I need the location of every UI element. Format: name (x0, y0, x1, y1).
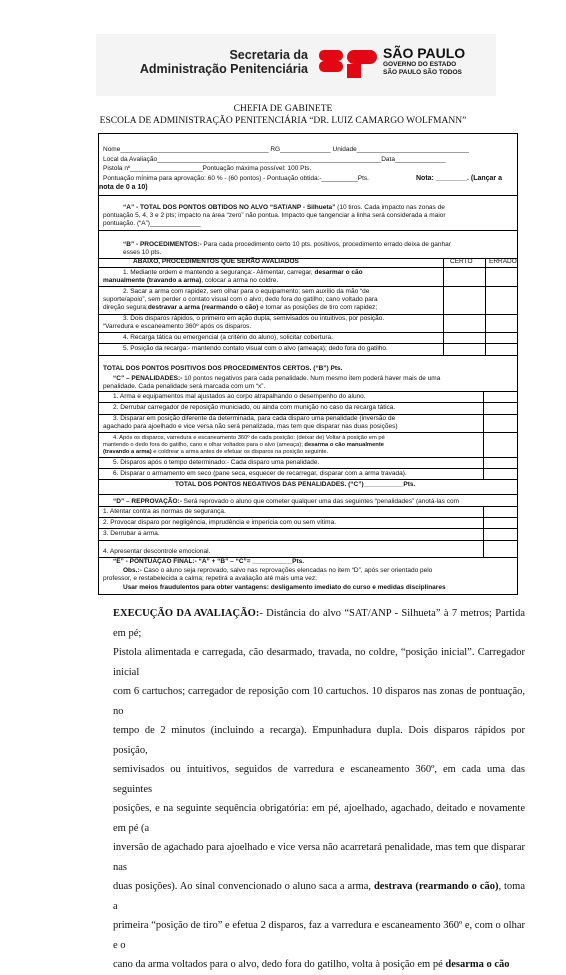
proc-3a: 3. Dois disparos rápidos, o primeiro em ação dupla, semivisados ou intuitivos, por posição. (123, 315, 385, 322)
divider (99, 402, 517, 403)
title-escola: ESCOLA DE ADMINISTRAÇÃO PENITENCIÁRIA “DR. LUIZ CAMARGO WOLFMANN” (99, 116, 467, 126)
pen-6: 6. Disparar o armamento em seco (pane seca, esquecer de recarregar, disparar com a arma travada). (113, 470, 407, 477)
title-chefia: CHEFIA DE GABINETE (233, 104, 333, 114)
divider (99, 332, 517, 333)
divider (99, 286, 517, 287)
form-row-name[interactable]: Nome_________________________________________ RG______________ Unidade_______________________________ (103, 146, 469, 153)
para-line7: inversão de agachado para ajoelhado e vice versa não acarretará penalidade, mas tem que disparar nas (113, 842, 525, 873)
para-line4: tempo de 2 minutos (incluindo a recarga). Empunhadura dupla. Dois disparos rápidos por posição, (113, 725, 525, 756)
secretaria-line2: Administração Penitenciária (139, 62, 308, 76)
section-b-header: ABAIXO, PROCEDIMENTOS QUE SERÃO AVALIADOS (133, 258, 299, 265)
section-a-line3[interactable]: pontuação. (“A”)______________ (103, 220, 201, 227)
proc-5: 5. Posição da recarga:- mantendo contato visual com o alvo (ameaça); dedo fora do gatilho. (123, 345, 388, 352)
proc-3b: “Varredura e escaneamento 360º após os disparos. (103, 323, 252, 330)
pen-5: 5. Disparos após o tempo determinado:- Cada disparo uma penalidade. (113, 459, 320, 466)
para-line9: primeira “posição de tiro” e efetua 2 disparos, faz a varredura e escaneamento 360º e, com o olhar e o (113, 920, 525, 951)
para-line10: cano da arma voltados para o alvo, dedo fora do gatilho, volta à posição em pé desarma o cão (113, 959, 510, 970)
col-certo: CERTO (450, 258, 473, 265)
obs-line1: Obs.:- Caso o aluno seja reprovado, salvo nas reprovações elencadas no item “D”, após ser orientado pelo (123, 567, 433, 574)
divider (99, 468, 517, 469)
execution-paragraph (113, 604, 525, 975)
pen-4a: 4. Após os disparos, varredura e escaneamento 360º de cada posição: (deixar de) Voltar à posição em pé (113, 435, 385, 441)
form-row-local[interactable]: Local da Avaliação______________________________________________________________Data______________ (103, 156, 446, 163)
sp-line2: GOVERNO DO ESTADO (383, 61, 457, 68)
divider (99, 506, 517, 507)
form-row-pontuacao[interactable]: Pontuação mínima para aprovação: 60 % - (60 pontos) - Pontuação obtida:-__________Pts. (103, 175, 369, 182)
pen-4c: (travando a arma) e coldrear a arma antes de efetuar os disparos na posição seguinte. (103, 449, 329, 455)
section-b-line1: “B” - PROCEDIMENTOS:- Para cada procedimento certo 10 pts. positivos, procedimento errado deixa de ganhar (123, 241, 451, 248)
secretaria-logo-text (104, 48, 308, 76)
divider (99, 540, 517, 541)
proc-2c: direção segura;destravar a arma (rearmando o cão) e tomar as posições de tiro com rapidez; (103, 304, 378, 311)
evaluation-form (98, 133, 518, 595)
proc-1a: 1. Mediante ordem e mantendo a segurança:- Alimentar, carregar, desarmar o cão (123, 269, 363, 276)
divider (99, 479, 517, 480)
total-b: TOTAL DOS PONTOS POSITIVOS DOS PROCEDIMENTOS CERTOS. (“B”) Pts. (103, 365, 343, 372)
rep-2: 2. Provocar disparo por negligência, imprudência e imperícia com ou sem vítima. (103, 519, 337, 526)
divider (99, 457, 517, 458)
section-c-line2: penalidade. Cada penalidade será marcada com um “x”. (103, 383, 266, 390)
para-line3: com 6 cartuchos; carregador de reposição com 10 cartuchos. 10 disparos nas zonas de pontuação, no (113, 686, 525, 717)
form-row-pistola[interactable]: Pistola nº____________________Pontuação máxima possível: 100 Pts. (103, 165, 312, 172)
pen-4b: mantendo o dedo fora do gatilho, cano e olhar voltados para o alvo (ameaça); desarma o cão manualmente (103, 442, 384, 448)
proc-2a: 2. Sacar a arma com rapidez, sem olhar para o equipamento; sem auxílio da mão “de (123, 288, 370, 295)
divider (99, 343, 517, 344)
pen-1: 1. Arma e equipamentos mal ajustados ao corpo atrapalhando o desempenho do aluno. (113, 393, 366, 400)
pen-2: 2. Derrubar carregador de reposição municiado, ou ainda com munição no caso da recarga tática. (113, 404, 396, 411)
para-line6: posições, e na seguinte sequência obrigatória: em pé, ajoelhado, agachado, deitado e novamente em pé (a (113, 803, 525, 834)
divider (99, 494, 517, 495)
divider (99, 195, 517, 196)
col-divider (443, 258, 444, 355)
sao-paulo-text (383, 46, 465, 77)
divider (99, 355, 517, 356)
col-divider (483, 391, 484, 479)
para-line1: EXECUÇÃO DA AVALIAÇÃO:- Distância do alvo “SAT/ANP - Silhueta” à 7 metros; Partida em pé; (113, 608, 525, 639)
divider (99, 432, 517, 433)
divider (99, 528, 517, 529)
rep-1: 1. Atentar contra as normas de segurança. (103, 508, 226, 515)
col-divider (485, 258, 486, 355)
sao-paulo-logo-icon (317, 46, 381, 84)
obs-line3: Usar meios fraudulentos para obter vantagens: desligamento imediato do curso e medidas disciplinares (123, 584, 446, 591)
sp-line1: SÃO PAULO (383, 45, 466, 61)
proc-4: 4. Recarga tática ou emergencial (a critério do aluno), solicitar cobertura. (123, 334, 333, 341)
section-a-line1: “A” - TOTAL DOS PONTOS OBTIDOS NO ALVO “SAT/ANP - Silhueta” (10 tiros. Cada impacto nas zonas de (123, 204, 445, 211)
rep-3: 3. Derrubar a arma. (103, 530, 160, 537)
divider (99, 267, 517, 268)
pen-3a: 3. Disparar em posição diferente da determinada, para cada disparo uma penalidade (inversão de (113, 415, 396, 422)
section-d-line1: “D” – REPROVAÇÃO:- Será reprovado o aluno que cometer qualquer uma das seguintes “penalidades” (anotá-las com (113, 498, 459, 505)
col-divider (483, 506, 484, 557)
secretaria-line1: Secretaria da (229, 48, 308, 62)
section-c-line1: “C” – PENALIDADES:- 10 pontos negativos para cada penalidade. Num mesmo item poderá haver mais de uma (113, 375, 441, 382)
proc-2b: suporte/apoio”, sem perder o contato visual com o alvo; dedo fora do gatilho; cano voltado para (103, 296, 378, 303)
divider (99, 230, 517, 231)
para-line8: duas posições). Ao sinal convencionado o aluno saca a arma, destrava (rearmando o cão), toma a (113, 881, 525, 912)
form-nota[interactable]: Nota: ________. (Lançar a (416, 175, 502, 182)
total-c: TOTAL DOS PONTOS NEGATIVOS DAS PENALIDADES. (“C”)___________Pts. (175, 481, 416, 488)
sp-line3: SÃO PAULO SÃO TODOS (383, 69, 462, 76)
section-b-line2: esses 10 pts. (123, 249, 162, 256)
rep-4: 4. Apresentar descontrole emocional. (103, 548, 211, 555)
para-line5: semivisados ou intuitivos, seguidos de varredura e escaneamento 360º, em cada uma das seguintes (113, 764, 525, 795)
section-a-line2: pontuação 5, 4, 3 e 2 pts; impacto na área “zero” não pontua. Impacto que tangenciar a linha será considerada a maior (103, 212, 446, 219)
proc-1b: manualmente (travando a arma), colocar a arma no coldre. (103, 277, 279, 284)
form-nota-cont: nota de 0 a 10) (99, 184, 148, 191)
col-errado: ERRADO (489, 258, 517, 265)
divider (99, 391, 517, 392)
divider (99, 517, 517, 518)
section-e: “E” - PONTUAÇÃO FINAL:- “A” + “B” – “C”= ___________Pts. (113, 558, 305, 565)
obs-line2: professor, e restabelecida a calma; repetirá a avaliação até mais uma vez; (103, 575, 317, 582)
para-line2: Pistola alimentada e carregada, cão desarmado, travada, no coldre, “posição inicial”. Carregador inicial (113, 647, 525, 678)
pen-3b: agachado para ajoelhado e vice versa não será penalizada, mas tem que disparar nas duas posições) (103, 423, 398, 430)
